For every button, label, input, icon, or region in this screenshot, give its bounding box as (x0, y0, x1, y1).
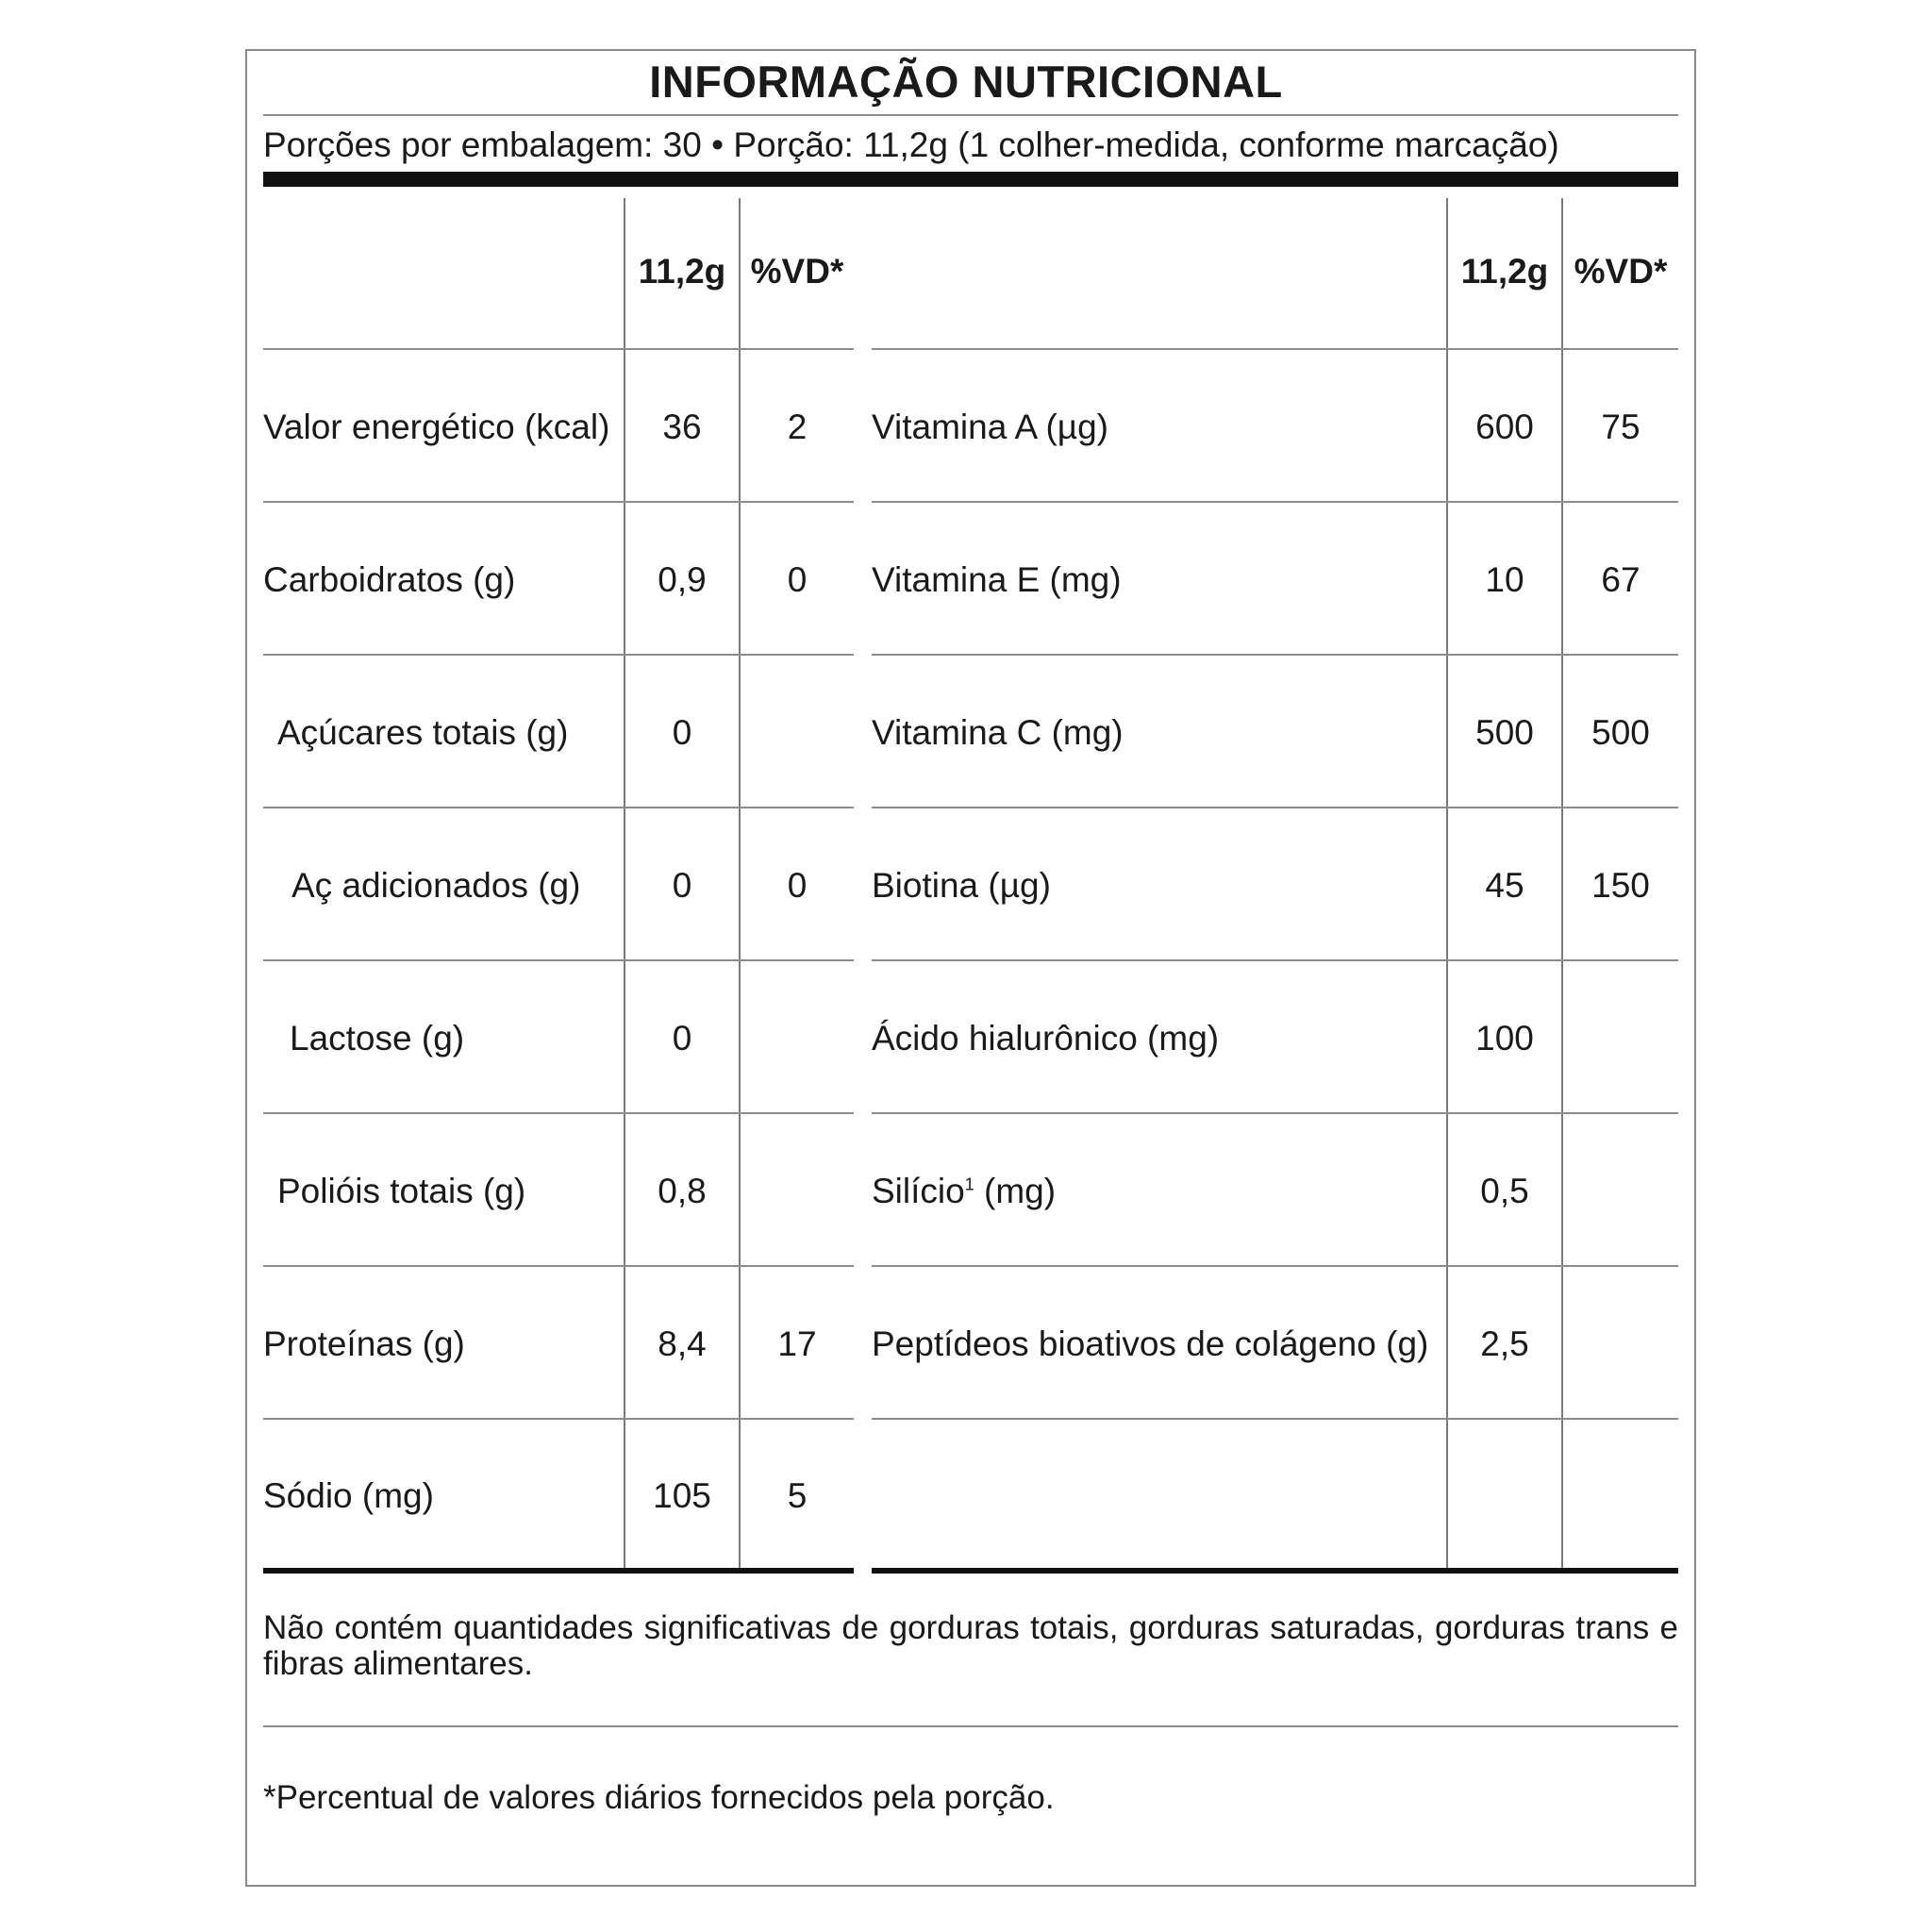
nutrient-amount: 10 (1485, 560, 1524, 599)
right-header-amount: 11,2g (1460, 252, 1549, 291)
nutrient-amount: 0,5 (1480, 1172, 1529, 1210)
nutrient-name: Proteínas (g) (263, 1324, 465, 1363)
nutrient-amount: 600 (1475, 408, 1534, 446)
serving-info: Porções por embalagem: 30 • Porção: 11,2g (1 colher-medida, conforme marcação) (263, 125, 1559, 164)
note-divider (263, 1725, 1678, 1727)
nutrient-dv: 0 (787, 560, 808, 599)
left-header-amount: 11,2g (638, 252, 726, 291)
nutrient-name: Açúcares totais (g) (277, 713, 569, 752)
left-row-divider (263, 654, 854, 656)
nutrient-amount: 8,4 (658, 1324, 707, 1363)
nutrient-amount: 2,5 (1480, 1324, 1529, 1363)
right-row-divider (872, 654, 1678, 656)
nutrient-amount: 45 (1485, 866, 1524, 905)
nutrient-name: Polióis totais (g) (277, 1172, 526, 1210)
nutrient-amount: 500 (1475, 713, 1534, 752)
title-divider (263, 114, 1678, 116)
nutrient-dv: 500 (1591, 713, 1650, 752)
nutrient-dv: 0 (787, 866, 808, 905)
left-row-divider (263, 959, 854, 961)
left-bottom-bar (263, 1568, 854, 1574)
left-row-divider (263, 807, 854, 808)
nutrient-name (872, 1168, 1056, 1215)
nutrient-name: Vitamina E (mg) (872, 560, 1122, 599)
right-row-divider (872, 807, 1678, 808)
nutrient-dv: 5 (787, 1476, 808, 1515)
nutrient-name: Peptídeos bioativos de colágeno (g) (872, 1324, 1429, 1363)
left-row-divider (263, 1265, 854, 1267)
label-title: INFORMAÇÃO NUTRICIONAL (649, 57, 1283, 107)
nutrient-unit: (mg) (974, 1172, 1057, 1210)
left-row-divider (263, 348, 854, 350)
nutrient-amount: 105 (653, 1476, 711, 1515)
nutrient-amount: 36 (662, 408, 702, 446)
footnote-marker: 1 (964, 1174, 974, 1194)
right-row-divider (872, 1112, 1678, 1114)
right-row-divider (872, 501, 1678, 503)
nutrient-name: Biotina (µg) (872, 866, 1051, 905)
nutrient-dv: 2 (787, 408, 808, 446)
right-row-divider (872, 348, 1678, 350)
nutrient-amount: 0 (672, 1019, 692, 1058)
nutrient-name-text: Silício (872, 1172, 965, 1210)
nutrient-name: Carboidratos (g) (263, 560, 516, 599)
nutrient-amount: 0,9 (658, 560, 707, 599)
nutrient-dv: 17 (777, 1324, 817, 1363)
nutrient-name: Vitamina C (mg) (872, 713, 1124, 752)
nutrient-amount: 0 (672, 866, 692, 905)
nutrient-disclaimer: Não contém quantidades significativas de gorduras totais, gorduras saturadas, gorduras trans e fibras alimentares. (263, 1609, 1678, 1682)
nutrient-name: Valor energético (kcal) (263, 408, 610, 446)
left-header-dv: %VD* (750, 252, 844, 291)
right-row-divider (872, 1418, 1678, 1420)
nutrient-name: Sódio (mg) (263, 1476, 434, 1515)
right-row-divider (872, 959, 1678, 961)
nutrient-name: Vitamina A (µg) (872, 408, 1108, 446)
left-row-divider (263, 1112, 854, 1114)
right-bottom-bar (872, 1568, 1678, 1574)
nutrient-name: Ácido hialurônico (mg) (872, 1019, 1220, 1058)
nutrient-dv: 150 (1591, 866, 1650, 905)
left-row-divider (263, 1418, 854, 1420)
left-row-divider (263, 501, 854, 503)
nutrient-name: Aç adicionados (g) (291, 866, 581, 905)
nutrient-dv: 75 (1601, 408, 1641, 446)
right-row-divider (872, 1265, 1678, 1267)
nutrient-dv: 67 (1601, 560, 1641, 599)
nutrient-name: Lactose (g) (290, 1019, 465, 1058)
right-header-dv: %VD* (1574, 252, 1668, 291)
dv-footnote: *Percentual de valores diários fornecidos pela porção. (263, 1779, 1055, 1816)
nutrient-amount: 0 (672, 713, 692, 752)
header-thick-bar (263, 172, 1678, 187)
nutrient-amount: 100 (1475, 1019, 1534, 1058)
nutrient-amount: 0,8 (658, 1172, 707, 1210)
